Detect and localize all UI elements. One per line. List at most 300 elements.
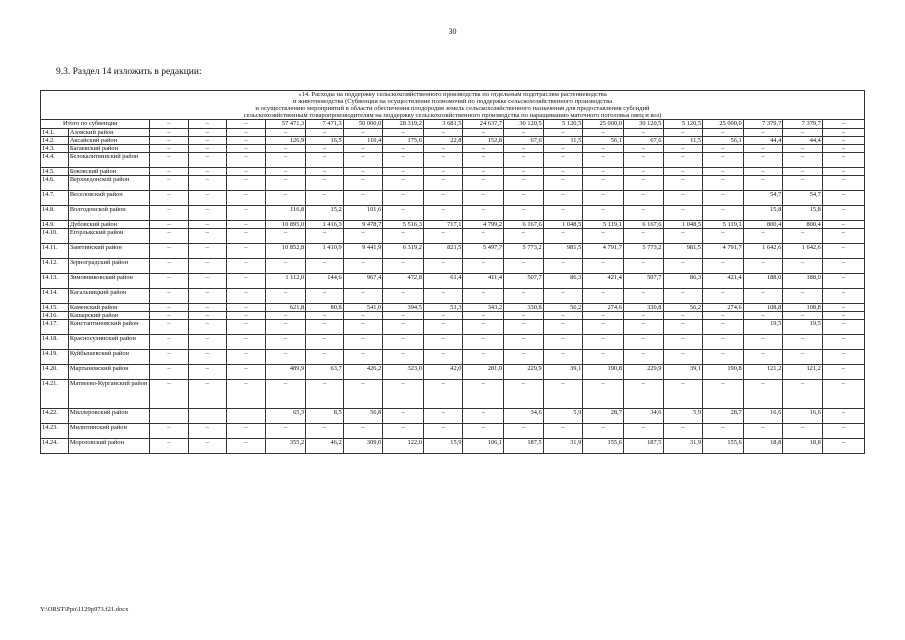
value-cell: – xyxy=(227,312,266,320)
value-cell: – xyxy=(703,145,744,153)
value-cell: – xyxy=(227,320,266,335)
value-cell: – xyxy=(227,229,266,244)
value-cell: – xyxy=(543,168,583,176)
value-cell: – xyxy=(343,350,383,365)
value-cell: 621,8 xyxy=(265,304,306,312)
value-cell: – xyxy=(188,191,227,206)
value-cell: 65,3 xyxy=(265,409,306,424)
value-cell: – xyxy=(783,380,823,409)
value-cell: 44,4 xyxy=(743,137,783,145)
value-cell: 6 319,2 xyxy=(383,244,424,259)
value-cell: – xyxy=(150,229,189,244)
value-cell: – xyxy=(227,259,266,274)
value-cell: – xyxy=(383,350,424,365)
value-cell: 188,0 xyxy=(783,274,823,289)
value-cell xyxy=(227,409,266,424)
value-cell: – xyxy=(504,312,544,320)
value-cell: – xyxy=(543,153,583,168)
value-cell: 121,2 xyxy=(783,365,823,380)
value-cell: 800,4 xyxy=(783,221,823,229)
value-cell: – xyxy=(623,153,663,168)
value-cell: – xyxy=(423,335,463,350)
value-cell: 16,6 xyxy=(783,409,823,424)
value-cell: 80,8 xyxy=(306,304,343,312)
value-cell: – xyxy=(583,176,624,191)
value-cell: 7 379,7 xyxy=(743,120,783,129)
row-code: 14.6. xyxy=(41,176,69,191)
value-cell: – xyxy=(150,380,189,409)
value-cell: 421,4 xyxy=(583,274,624,289)
value-cell: – xyxy=(623,289,663,304)
value-cell: – xyxy=(822,289,864,304)
table-row xyxy=(41,229,865,244)
value-cell: – xyxy=(227,289,266,304)
value-cell: 1 048,5 xyxy=(543,221,583,229)
value-cell: – xyxy=(463,176,504,191)
value-cell: – xyxy=(463,259,504,274)
value-cell: – xyxy=(343,289,383,304)
value-cell: – xyxy=(822,176,864,191)
row-code: 14.14. xyxy=(41,289,69,304)
value-cell: 967,4 xyxy=(343,274,383,289)
value-cell: – xyxy=(306,380,343,409)
value-cell: – xyxy=(306,335,343,350)
table-row xyxy=(41,335,865,350)
value-cell: 63,7 xyxy=(306,365,343,380)
value-cell: 489,9 xyxy=(265,365,306,380)
value-cell: 5,9 xyxy=(543,409,583,424)
value-cell: 394,5 xyxy=(383,304,424,312)
value-cell: – xyxy=(783,229,823,244)
value-cell: 46,2 xyxy=(306,439,343,454)
value-cell: – xyxy=(783,312,823,320)
district-name: Заветинский район xyxy=(68,244,149,259)
district-name: Егорлыкский район xyxy=(68,229,149,244)
value-cell: – xyxy=(623,259,663,274)
value-cell: – xyxy=(504,168,544,176)
value-cell: – xyxy=(306,168,343,176)
value-cell: – xyxy=(383,380,424,409)
heading-line: «14. Расходы на поддержку сельскохозяйственного производства по отдельным подотраслям растениеводства xyxy=(298,91,607,98)
value-cell: 15,8 xyxy=(783,206,823,221)
value-cell: 717,1 xyxy=(423,221,463,229)
value-cell: 42,0 xyxy=(423,365,463,380)
value-cell: – xyxy=(463,380,504,409)
value-cell: 121,2 xyxy=(743,365,783,380)
table-heading xyxy=(41,91,865,120)
value-cell: – xyxy=(623,380,663,409)
value-cell: – xyxy=(743,335,783,350)
value-cell: – xyxy=(463,424,504,439)
value-cell: – xyxy=(150,191,189,206)
value-cell: – xyxy=(743,168,783,176)
value-cell: 144,6 xyxy=(306,274,343,289)
value-cell: – xyxy=(383,259,424,274)
table-row xyxy=(41,221,865,229)
value-cell: – xyxy=(623,129,663,137)
row-code: 14.5. xyxy=(41,168,69,176)
value-cell: – xyxy=(543,191,583,206)
value-cell: – xyxy=(822,153,864,168)
value-cell: – xyxy=(343,153,383,168)
value-cell: – xyxy=(150,244,189,259)
value-cell: – xyxy=(663,424,703,439)
value-cell: – xyxy=(703,259,744,274)
value-cell: – xyxy=(822,409,864,424)
value-cell: – xyxy=(383,206,424,221)
value-cell: – xyxy=(743,312,783,320)
value-cell: – xyxy=(343,335,383,350)
value-cell: 5 516,3 xyxy=(383,221,424,229)
value-cell: – xyxy=(227,350,266,365)
value-cell: – xyxy=(623,424,663,439)
value-cell xyxy=(150,409,189,424)
district-name: Багаевский район xyxy=(68,145,149,153)
value-cell: 155,6 xyxy=(703,439,744,454)
value-cell: 4 799,2 xyxy=(463,221,504,229)
value-cell: 274,6 xyxy=(583,304,624,312)
district-name: Кагальницкий район xyxy=(68,289,149,304)
value-cell: 152,8 xyxy=(463,137,504,145)
value-cell: – xyxy=(663,335,703,350)
value-cell: – xyxy=(423,145,463,153)
table-row xyxy=(41,129,865,137)
value-cell: – xyxy=(423,176,463,191)
value-cell: 116,8 xyxy=(265,206,306,221)
value-cell: – xyxy=(227,439,266,454)
value-cell: – xyxy=(227,274,266,289)
value-cell: 9 441,9 xyxy=(343,244,383,259)
value-cell: 126,9 xyxy=(265,137,306,145)
value-cell: – xyxy=(188,176,227,191)
value-cell: – xyxy=(188,289,227,304)
value-cell: – xyxy=(265,312,306,320)
district-name: Веселовский район xyxy=(68,191,149,206)
table-row xyxy=(41,439,865,454)
value-cell: – xyxy=(822,229,864,244)
value-cell: – xyxy=(227,145,266,153)
value-cell: – xyxy=(383,129,424,137)
value-cell: – xyxy=(383,191,424,206)
value-cell: 34,6 xyxy=(623,409,663,424)
value-cell: 39,1 xyxy=(543,365,583,380)
value-cell: – xyxy=(663,289,703,304)
value-cell: – xyxy=(463,350,504,365)
value-cell: 6 167,6 xyxy=(623,221,663,229)
value-cell: 355,2 xyxy=(265,439,306,454)
value-cell: 330,8 xyxy=(623,304,663,312)
value-cell: – xyxy=(663,168,703,176)
value-cell: – xyxy=(743,350,783,365)
value-cell: – xyxy=(822,424,864,439)
value-cell: 56,1 xyxy=(703,137,744,145)
value-cell: – xyxy=(822,120,864,129)
row-code: 14.7. xyxy=(41,191,69,206)
table-row xyxy=(41,244,865,259)
value-cell: – xyxy=(504,335,544,350)
value-cell: 323,0 xyxy=(383,365,424,380)
value-cell: – xyxy=(822,304,864,312)
value-cell: – xyxy=(383,168,424,176)
value-cell: – xyxy=(150,153,189,168)
value-cell: – xyxy=(743,176,783,191)
value-cell: 981,5 xyxy=(663,244,703,259)
heading-line: и осуществлению мероприятий в области обеспечения плодородия земель сельскохозяйственного назначения для предоставления субсидий xyxy=(255,105,650,112)
value-cell: 15,9 xyxy=(423,439,463,454)
value-cell: 5,9 xyxy=(663,409,703,424)
value-cell: 188,0 xyxy=(743,274,783,289)
value-cell: 229,9 xyxy=(504,365,544,380)
value-cell: – xyxy=(265,129,306,137)
district-name: Верхнедонской район xyxy=(68,176,149,191)
value-cell: 30 120,5 xyxy=(504,120,544,129)
value-cell: 155,6 xyxy=(583,439,624,454)
row-code: 14.16. xyxy=(41,312,69,320)
value-cell: 56,2 xyxy=(663,304,703,312)
value-cell: – xyxy=(423,320,463,335)
value-cell: – xyxy=(822,191,864,206)
value-cell: 101,6 xyxy=(343,206,383,221)
value-cell: – xyxy=(383,312,424,320)
row-code: 14.4. xyxy=(41,153,69,168)
value-cell: – xyxy=(343,380,383,409)
value-cell: 31,9 xyxy=(663,439,703,454)
row-code: 14.3. xyxy=(41,145,69,153)
value-cell: – xyxy=(423,424,463,439)
value-cell: – xyxy=(543,289,583,304)
value-cell: – xyxy=(265,191,306,206)
value-cell: – xyxy=(383,424,424,439)
value-cell: – xyxy=(227,120,266,129)
value-cell: – xyxy=(703,229,744,244)
value-cell: 86,3 xyxy=(663,274,703,289)
district-name: Кашарский район xyxy=(68,312,149,320)
value-cell: – xyxy=(188,335,227,350)
row-code: 14.17. xyxy=(41,320,69,335)
value-cell: – xyxy=(463,312,504,320)
value-cell: 3 681,5 xyxy=(423,120,463,129)
value-cell: – xyxy=(423,259,463,274)
row-code: 14.9. xyxy=(41,221,69,229)
value-cell: 472,8 xyxy=(383,274,424,289)
value-cell: 5 120,5 xyxy=(663,120,703,129)
value-cell: – xyxy=(623,168,663,176)
value-cell: 67,6 xyxy=(623,137,663,145)
value-cell: – xyxy=(265,168,306,176)
value-cell: – xyxy=(504,206,544,221)
value-cell: – xyxy=(188,274,227,289)
table-row xyxy=(41,380,865,409)
value-cell: – xyxy=(306,350,343,365)
table-row xyxy=(41,424,865,439)
value-cell: 330,8 xyxy=(504,304,544,312)
row-code: 14.8. xyxy=(41,206,69,221)
value-cell: 1 642,6 xyxy=(743,244,783,259)
value-cell: 5 497,7 xyxy=(463,244,504,259)
value-cell: – xyxy=(463,335,504,350)
value-cell: – xyxy=(504,289,544,304)
value-cell: – xyxy=(783,176,823,191)
value-cell: – xyxy=(703,335,744,350)
district-name: Миллеровский район xyxy=(68,409,149,424)
value-cell: 5 773,2 xyxy=(504,244,544,259)
district-name: Каменский район xyxy=(68,304,149,312)
value-cell: – xyxy=(543,424,583,439)
value-cell: – xyxy=(783,168,823,176)
value-cell: – xyxy=(504,350,544,365)
section-title: 9.3. Раздел 14 изложить в редакции: xyxy=(56,67,202,77)
value-cell: 28,7 xyxy=(703,409,744,424)
value-cell: – xyxy=(583,320,624,335)
district-name: Морозовский район xyxy=(68,439,149,454)
value-cell: – xyxy=(543,312,583,320)
value-cell: – xyxy=(543,350,583,365)
value-cell: – xyxy=(265,289,306,304)
value-cell: – xyxy=(783,259,823,274)
value-cell: – xyxy=(265,153,306,168)
value-cell: – xyxy=(783,145,823,153)
value-cell: – xyxy=(783,153,823,168)
value-cell: – xyxy=(822,274,864,289)
value-cell: – xyxy=(703,153,744,168)
footer-file-path: Y:\ORST\Ppo\1129p973.f21.docx xyxy=(40,606,129,613)
value-cell: – xyxy=(227,129,266,137)
value-cell: 800,4 xyxy=(743,221,783,229)
value-cell: – xyxy=(583,129,624,137)
table-row xyxy=(41,289,865,304)
value-cell: – xyxy=(783,289,823,304)
value-cell: – xyxy=(703,380,744,409)
value-cell: – xyxy=(150,289,189,304)
value-cell: – xyxy=(188,424,227,439)
value-cell: – xyxy=(822,365,864,380)
value-cell: 30 120,5 xyxy=(623,120,663,129)
value-cell: – xyxy=(343,176,383,191)
value-cell: 281,0 xyxy=(463,365,504,380)
value-cell: 18,8 xyxy=(783,439,823,454)
value-cell: – xyxy=(743,129,783,137)
district-name: Мартыновский район xyxy=(68,365,149,380)
value-cell: – xyxy=(383,320,424,335)
total-label: Итого по субвенции xyxy=(41,120,150,129)
value-cell: – xyxy=(543,335,583,350)
value-cell: 122,0 xyxy=(383,439,424,454)
row-code: 14.2. xyxy=(41,137,69,145)
value-cell: 190,8 xyxy=(703,365,744,380)
value-cell: 426,2 xyxy=(343,365,383,380)
value-cell: – xyxy=(383,145,424,153)
value-cell: 190,8 xyxy=(583,365,624,380)
value-cell: 16,5 xyxy=(306,137,343,145)
value-cell: – xyxy=(423,129,463,137)
value-cell: – xyxy=(703,289,744,304)
value-cell: 51,3 xyxy=(423,304,463,312)
value-cell: – xyxy=(227,137,266,145)
value-cell: – xyxy=(306,129,343,137)
value-cell: 67,6 xyxy=(504,137,544,145)
value-cell: – xyxy=(306,145,343,153)
value-cell: 5 120,5 xyxy=(543,120,583,129)
district-name: Матвеево-Курганский район xyxy=(68,380,149,409)
value-cell: – xyxy=(822,145,864,153)
value-cell: – xyxy=(743,289,783,304)
value-cell: 5 119,1 xyxy=(703,221,744,229)
value-cell: – xyxy=(583,145,624,153)
value-cell: – xyxy=(783,335,823,350)
value-cell: – xyxy=(227,244,266,259)
value-cell: – xyxy=(188,120,227,129)
value-cell: – xyxy=(703,129,744,137)
value-cell: – xyxy=(188,221,227,229)
value-cell: 16,6 xyxy=(743,409,783,424)
table-row xyxy=(41,304,865,312)
value-cell: – xyxy=(343,168,383,176)
value-cell: – xyxy=(623,335,663,350)
row-code: 14.19. xyxy=(41,350,69,365)
value-cell: – xyxy=(822,129,864,137)
value-cell: – xyxy=(743,380,783,409)
value-cell: 187,5 xyxy=(504,439,544,454)
value-cell: 1 112,0 xyxy=(265,274,306,289)
table-row xyxy=(41,145,865,153)
value-cell: – xyxy=(188,320,227,335)
value-cell: – xyxy=(306,191,343,206)
value-cell: – xyxy=(306,312,343,320)
value-cell: 7 379,7 xyxy=(783,120,823,129)
value-cell: 507,7 xyxy=(504,274,544,289)
value-cell: – xyxy=(150,176,189,191)
value-cell: 6 167,6 xyxy=(504,221,544,229)
table-row xyxy=(41,153,865,168)
value-cell: 56,8 xyxy=(343,409,383,424)
district-name: Милютинский район xyxy=(68,424,149,439)
district-name: Куйбышевский район xyxy=(68,350,149,365)
value-cell: – xyxy=(583,153,624,168)
value-cell: 22,8 xyxy=(423,137,463,145)
value-cell: – xyxy=(703,312,744,320)
value-cell: 9 478,7 xyxy=(343,221,383,229)
value-cell: 50 000,0 xyxy=(343,120,383,129)
value-cell: 175,6 xyxy=(383,137,424,145)
value-cell: – xyxy=(423,289,463,304)
subvention-table xyxy=(40,90,865,454)
value-cell: – xyxy=(822,244,864,259)
value-cell: – xyxy=(343,145,383,153)
value-cell: – xyxy=(543,206,583,221)
value-cell: – xyxy=(783,129,823,137)
value-cell: – xyxy=(504,153,544,168)
row-code: 14.22. xyxy=(41,409,69,424)
value-cell: – xyxy=(543,229,583,244)
value-cell: 4 791,7 xyxy=(703,244,744,259)
value-cell: – xyxy=(227,206,266,221)
value-cell: 8,5 xyxy=(306,409,343,424)
value-cell: 28,7 xyxy=(583,409,624,424)
value-cell: – xyxy=(543,380,583,409)
value-cell: – xyxy=(543,129,583,137)
value-cell: – xyxy=(583,312,624,320)
value-cell: – xyxy=(663,145,703,153)
value-cell: 56,2 xyxy=(543,304,583,312)
value-cell: 1 416,3 xyxy=(306,221,343,229)
value-cell: – xyxy=(306,176,343,191)
value-cell: – xyxy=(423,153,463,168)
value-cell: – xyxy=(543,176,583,191)
value-cell: – xyxy=(663,229,703,244)
value-cell: – xyxy=(822,312,864,320)
value-cell: – xyxy=(383,335,424,350)
heading-line: и животноводства (Субвенция на осуществление полномочий по поддержке сельскохозяйственного производства xyxy=(292,98,613,105)
